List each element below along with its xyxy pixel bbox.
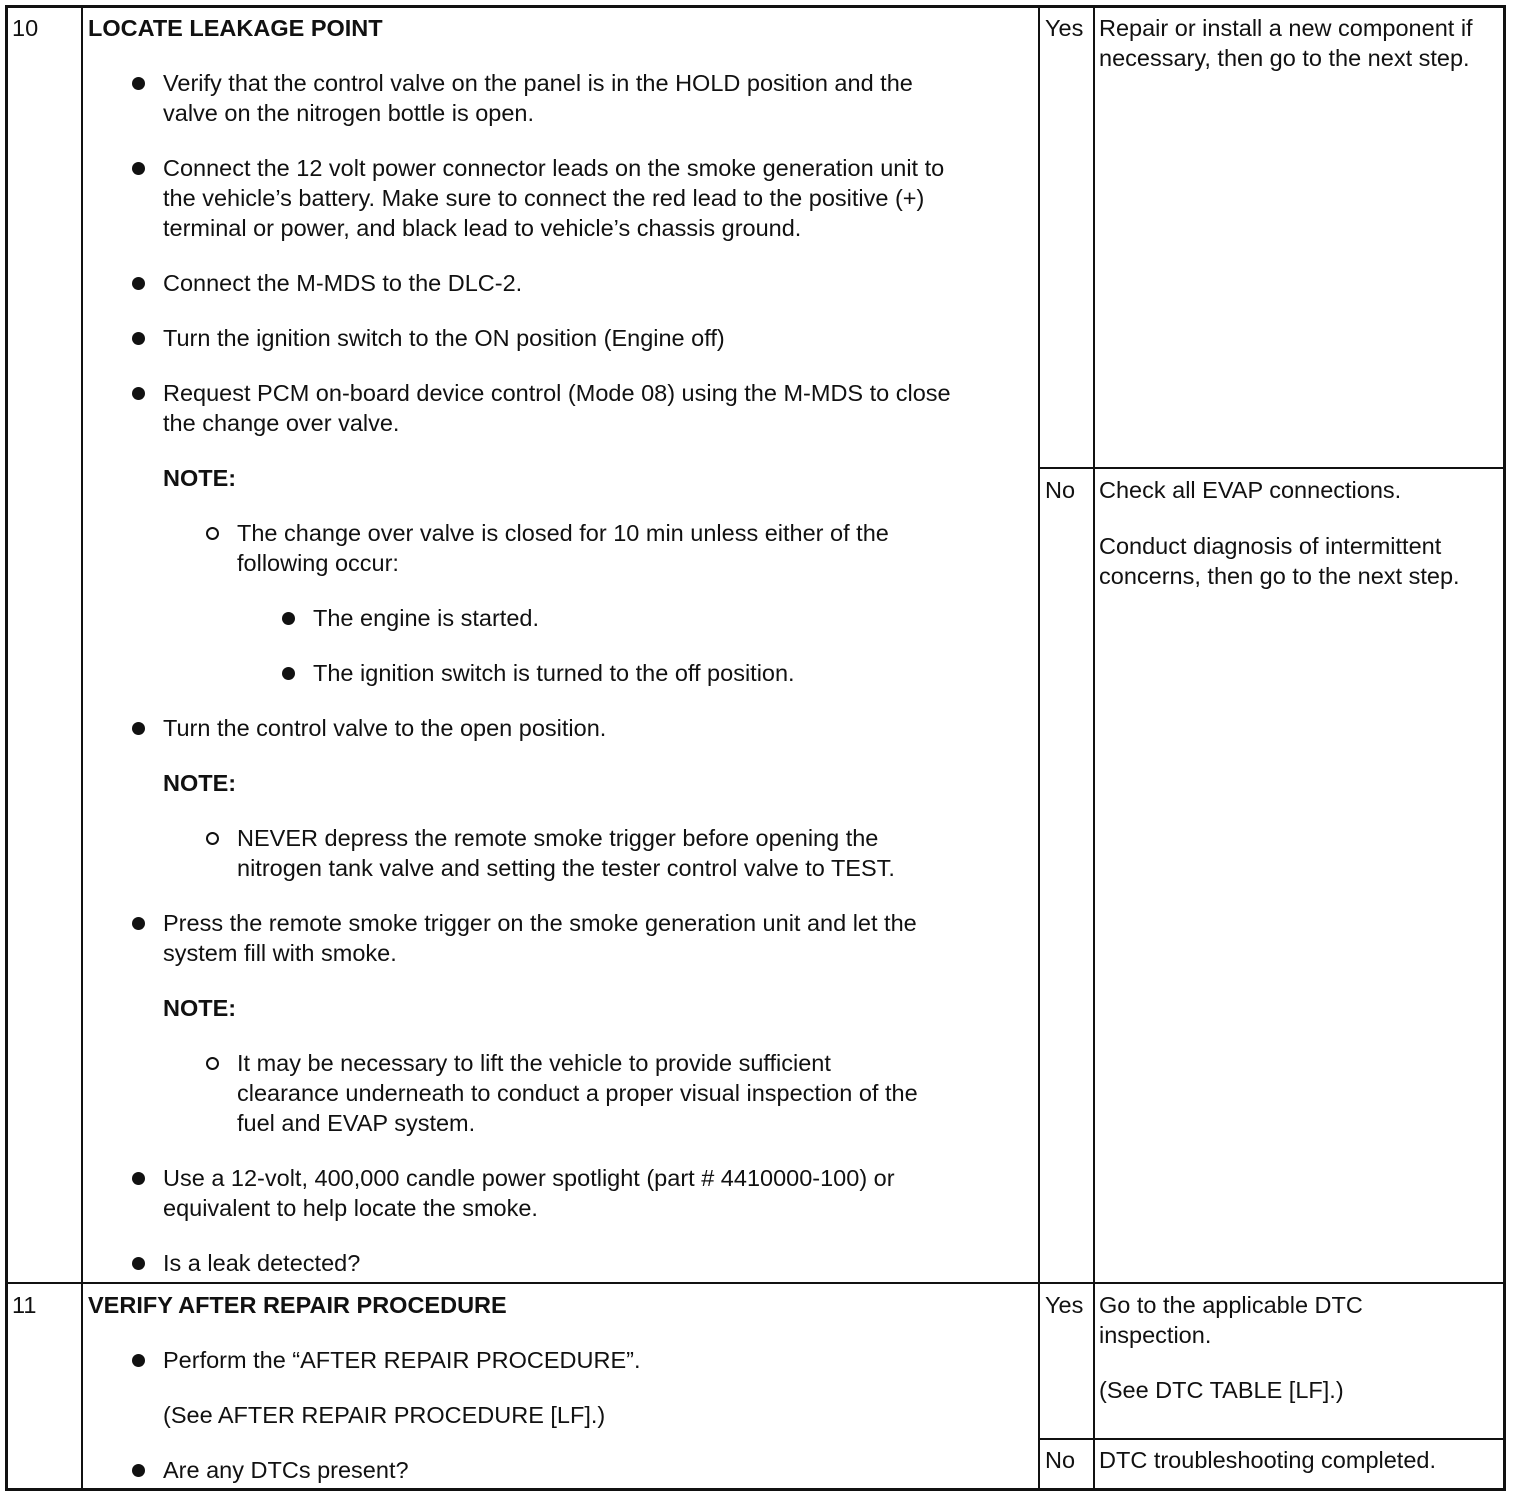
note-item: clearance underneath to conduct a proper visual inspection of the <box>237 1080 918 1106</box>
reference-link[interactable]: (See DTC TABLE [LF].) <box>1099 1377 1344 1403</box>
list-item: the change over valve. <box>163 410 400 436</box>
list-item: system fill with smoke. <box>163 940 397 966</box>
list-item: the vehicle’s battery. Make sure to connect the red lead to the positive (+) <box>163 185 925 211</box>
note-item: fuel and EVAP system. <box>237 1110 476 1136</box>
list-item: Connect the 12 volt power connector leads on the smoke generation unit to <box>163 155 945 181</box>
bullet-icon <box>132 332 145 345</box>
result-no-label: No <box>1045 1447 1076 1473</box>
note-heading: NOTE: <box>163 995 237 1021</box>
bullet-icon <box>132 77 145 90</box>
note-heading: NOTE: <box>163 770 237 796</box>
note-sub-item: The ignition switch is turned to the off position. <box>313 660 795 686</box>
result-yes-label: Yes <box>1045 1292 1084 1318</box>
result-yes-label: Yes <box>1045 15 1084 41</box>
column-divider <box>81 6 83 1490</box>
column-divider <box>1093 6 1095 1490</box>
bullet-icon <box>132 1464 145 1477</box>
step-title: LOCATE LEAKAGE POINT <box>88 15 383 41</box>
list-item: equivalent to help locate the smoke. <box>163 1195 538 1221</box>
result-no-action: DTC troubleshooting completed. <box>1099 1447 1437 1473</box>
bullet-icon <box>132 387 145 400</box>
bullet-icon <box>132 722 145 735</box>
result-no-label: No <box>1045 477 1076 503</box>
list-item: Connect the M-MDS to the DLC-2. <box>163 270 523 296</box>
note-item: nitrogen tank valve and setting the tester control valve to TEST. <box>237 855 895 881</box>
bullet-icon <box>132 1354 145 1367</box>
note-item: NEVER depress the remote smoke trigger before opening the <box>237 825 879 851</box>
bullet-icon <box>132 277 145 290</box>
result-yes-action: inspection. <box>1099 1322 1212 1348</box>
column-divider <box>1038 6 1040 1490</box>
step-title: VERIFY AFTER REPAIR PROCEDURE <box>88 1292 507 1318</box>
note-item: The change over valve is closed for 10 min unless either of the <box>237 520 889 546</box>
result-no-action: Conduct diagnosis of intermittent <box>1099 533 1442 559</box>
result-yes-action: Go to the applicable DTC <box>1099 1292 1363 1318</box>
list-item: Turn the ignition switch to the ON position (Engine off) <box>163 325 725 351</box>
result-no-action: Check all EVAP connections. <box>1099 477 1402 503</box>
bullet-icon <box>132 1172 145 1185</box>
step-number: 11 <box>12 1292 37 1318</box>
list-item: Use a 12-volt, 400,000 candle power spotlight (part # 4410000-100) or <box>163 1165 895 1191</box>
row-divider <box>1038 1438 1506 1440</box>
bullet-icon <box>132 917 145 930</box>
result-no-action: concerns, then go to the next step. <box>1099 563 1460 589</box>
list-item: Press the remote smoke trigger on the smoke generation unit and let the <box>163 910 917 936</box>
bullet-icon <box>132 1257 145 1270</box>
note-item: It may be necessary to lift the vehicle to provide sufficient <box>237 1050 831 1076</box>
bullet-icon <box>132 162 145 175</box>
list-item: Verify that the control valve on the panel is in the HOLD position and the <box>163 70 913 96</box>
note-item: following occur: <box>237 550 399 576</box>
reference-link[interactable]: (See AFTER REPAIR PROCEDURE [LF].) <box>163 1402 606 1428</box>
result-yes-action: Repair or install a new component if <box>1099 15 1473 41</box>
bullet-icon <box>282 612 295 625</box>
row-divider <box>6 1282 1506 1284</box>
bullet-icon <box>282 667 295 680</box>
list-item: valve on the nitrogen bottle is open. <box>163 100 535 126</box>
sub-bullet-icon <box>206 832 219 845</box>
list-item: Perform the “AFTER REPAIR PROCEDURE”. <box>163 1347 641 1373</box>
list-item: Is a leak detected? <box>163 1250 361 1276</box>
sub-bullet-icon <box>206 1057 219 1070</box>
note-sub-item: The engine is started. <box>313 605 539 631</box>
list-item: Turn the control valve to the open position. <box>163 715 607 741</box>
list-item: Are any DTCs present? <box>163 1457 409 1483</box>
row-divider <box>1038 467 1506 469</box>
sub-bullet-icon <box>206 527 219 540</box>
list-item: Request PCM on-board device control (Mode 08) using the M-MDS to close <box>163 380 951 406</box>
note-heading: NOTE: <box>163 465 237 491</box>
result-yes-action: necessary, then go to the next step. <box>1099 45 1470 71</box>
list-item: terminal or power, and black lead to vehicle’s chassis ground. <box>163 215 802 241</box>
step-number: 10 <box>12 15 39 41</box>
